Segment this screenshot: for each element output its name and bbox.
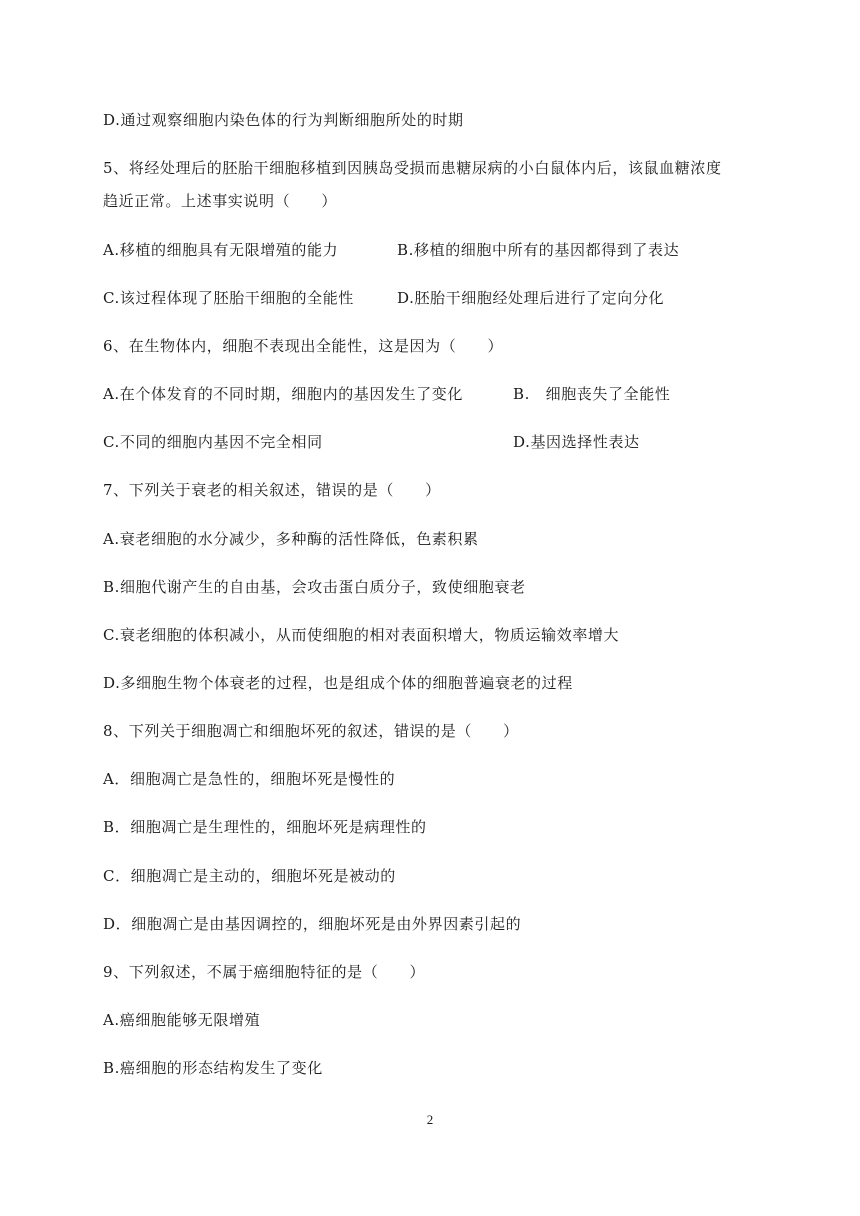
q8-option-b: B．细胞凋亡是生理性的，细胞坏死是病理性的	[103, 818, 427, 836]
q6-option-a: A.在个体发育的不同时期，细胞内的基因发生了变化	[103, 385, 464, 403]
q5-option-c: C.该过程体现了胚胎干细胞的全能性	[103, 289, 354, 307]
q9-option-b: B.癌细胞的形态结构发生了变化	[103, 1059, 323, 1077]
q6-option-d: D.基因选择性表达	[513, 433, 640, 451]
q6-stem: 6、在生物体内，细胞不表现出全能性，这是因为（ ）	[103, 337, 504, 355]
q8-option-a: A．细胞凋亡是急性的，细胞坏死是慢性的	[103, 770, 396, 788]
q6-option-c: C.不同的细胞内基因不完全相同	[103, 433, 323, 451]
q6-option-b: B. 细胞丧失了全能性	[513, 385, 671, 403]
q9-stem: 9、下列叙述，不属于癌细胞特征的是（ ）	[103, 963, 426, 981]
q8-option-d: D．细胞凋亡是由基因调控的，细胞坏死是由外界因素引起的	[103, 915, 522, 933]
q8-stem: 8、下列关于细胞凋亡和细胞坏死的叙述，错误的是（ ）	[103, 722, 519, 740]
q5-option-b: B.移植的细胞中所有的基因都得到了表达	[397, 241, 680, 259]
q7-stem: 7、下列关于衰老的相关叙述，错误的是（ ）	[103, 481, 441, 499]
q4-option-d: D.通过观察细胞内染色体的行为判断细胞所处的时期	[103, 111, 464, 129]
q5-option-a: A.移植的细胞具有无限增殖的能力	[103, 241, 339, 259]
q5-option-d: D.胚胎干细胞经处理后进行了定向分化	[397, 289, 665, 307]
q7-option-d: D.多细胞生物个体衰老的过程，也是组成个体的细胞普遍衰老的过程	[103, 674, 573, 692]
q7-option-b: B.细胞代谢产生的自由基，会攻击蛋白质分子，致使细胞衰老	[103, 578, 526, 596]
q7-option-c: C.衰老细胞的体积减小，从而使细胞的相对表面积增大，物质运输效率增大	[103, 626, 620, 644]
q7-option-a: A.衰老细胞的水分减少，多种酶的活性降低，色素积累	[103, 530, 479, 548]
page-number: 2	[426, 1112, 434, 1127]
q5-stem-line1: 5、将经处理后的胚胎干细胞移植到因胰岛受损而患糖尿病的小白鼠体内后，该鼠血糖浓度	[103, 159, 722, 177]
q8-option-c: C．细胞凋亡是主动的，细胞坏死是被动的	[103, 867, 396, 885]
q9-option-a: A.癌细胞能够无限增殖	[103, 1011, 261, 1029]
q5-stem-line2: 趋近正常。上述事实说明（ ）	[103, 192, 338, 210]
